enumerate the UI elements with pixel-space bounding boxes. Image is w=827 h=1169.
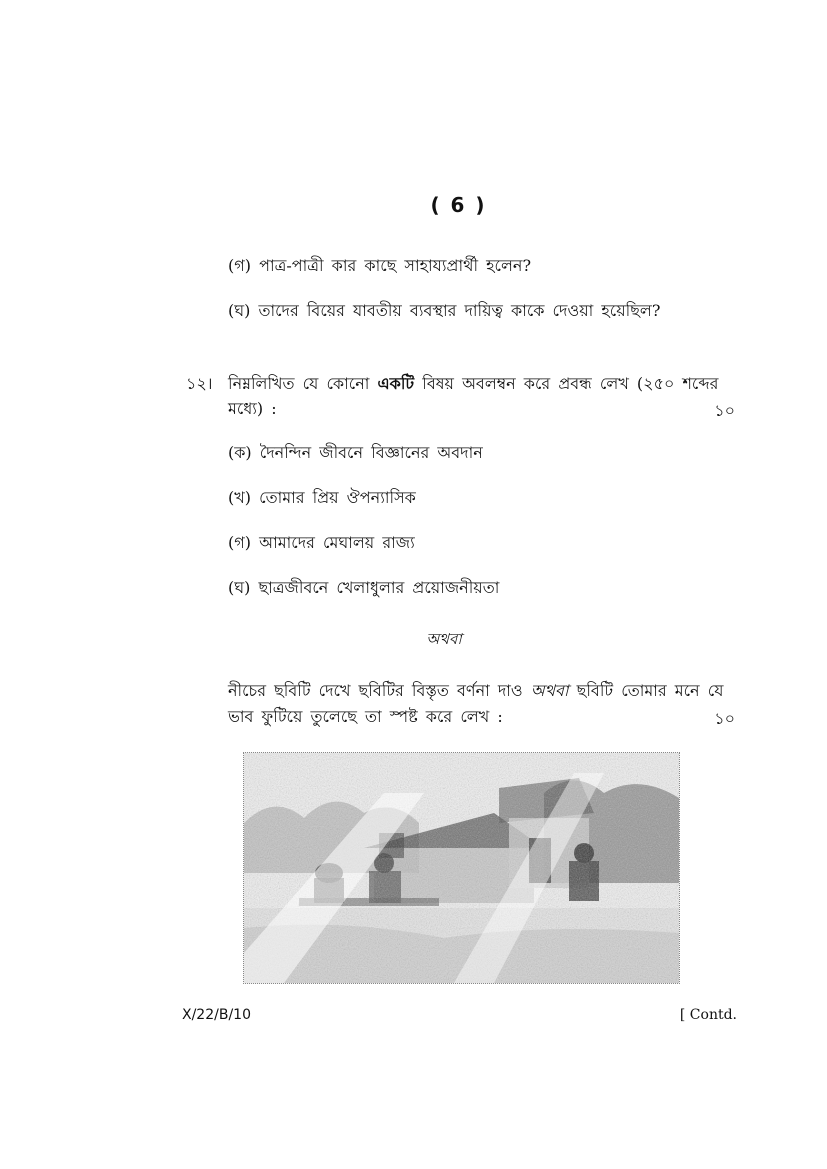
picture-instruction-line1 xyxy=(228,680,723,702)
option-text: তোমার প্রিয় ঔপন্যাসিক xyxy=(259,488,416,507)
picture-instruction-a: নীচের ছবিটি দেখে ছবিটির বিস্তৃত বর্ণনা দাও xyxy=(228,681,523,700)
option-label: (ঘ) xyxy=(228,578,251,597)
item-text: পাত্র-পাত্রী কার কাছে সাহায্যপ্রার্থী হলেন? xyxy=(259,256,532,275)
prev-question-item-ga xyxy=(228,255,531,277)
question-marks: ১০ xyxy=(714,401,735,420)
picture-instruction-line2: ভাব ফুটিয়ে তুলেছে তা স্পষ্ট করে লেখ : xyxy=(228,707,503,726)
item-text: তাদের বিয়ের যাবতীয় ব্যবস্থার দায়িত্ব কাকে দেওয়া হয়েছিল? xyxy=(258,301,661,320)
question-intro-line1 xyxy=(228,373,718,395)
question-intro-line2: মধ্যে) : xyxy=(228,399,277,418)
village-scene-photo xyxy=(243,752,680,984)
page-number: ( 6 ) xyxy=(430,193,487,217)
item-label: (গ) xyxy=(228,256,251,275)
or-label: অথবা xyxy=(426,630,462,648)
picture-instruction-or: অথবা xyxy=(530,681,569,700)
item-label: (ঘ) xyxy=(228,301,251,320)
option-text: আমাদের মেঘালয় রাজ্য xyxy=(259,533,415,552)
picture-marks: ১০ xyxy=(714,709,735,728)
option-gha xyxy=(228,577,499,599)
continued-label: [ Contd. xyxy=(679,1007,737,1023)
option-kha xyxy=(228,487,416,509)
picture-instruction-b: ছবিটি তোমার মনে যে xyxy=(576,681,724,700)
prev-question-item-gha xyxy=(228,300,660,322)
option-label: (ক) xyxy=(228,443,252,462)
option-text: দৈনন্দিন জীবনে বিজ্ঞানের অবদান xyxy=(259,443,483,462)
option-label: (গ) xyxy=(228,533,251,552)
paper-code: X/22/B/10 xyxy=(182,1007,251,1023)
option-ka xyxy=(228,442,483,464)
option-ga xyxy=(228,532,415,554)
option-label: (খ) xyxy=(228,488,251,507)
intro-bold: একটি xyxy=(377,374,415,393)
intro-part2: বিষয় অবলম্বন করে প্রবন্ধ লেখ (২৫০ শব্দের xyxy=(422,374,719,393)
question-number: ১২। xyxy=(186,374,213,393)
option-text: ছাত্রজীবনে খেলাধুলার প্রয়োজনীয়তা xyxy=(258,578,500,597)
intro-part1: নিম্নলিখিত যে কোনো xyxy=(228,374,370,393)
